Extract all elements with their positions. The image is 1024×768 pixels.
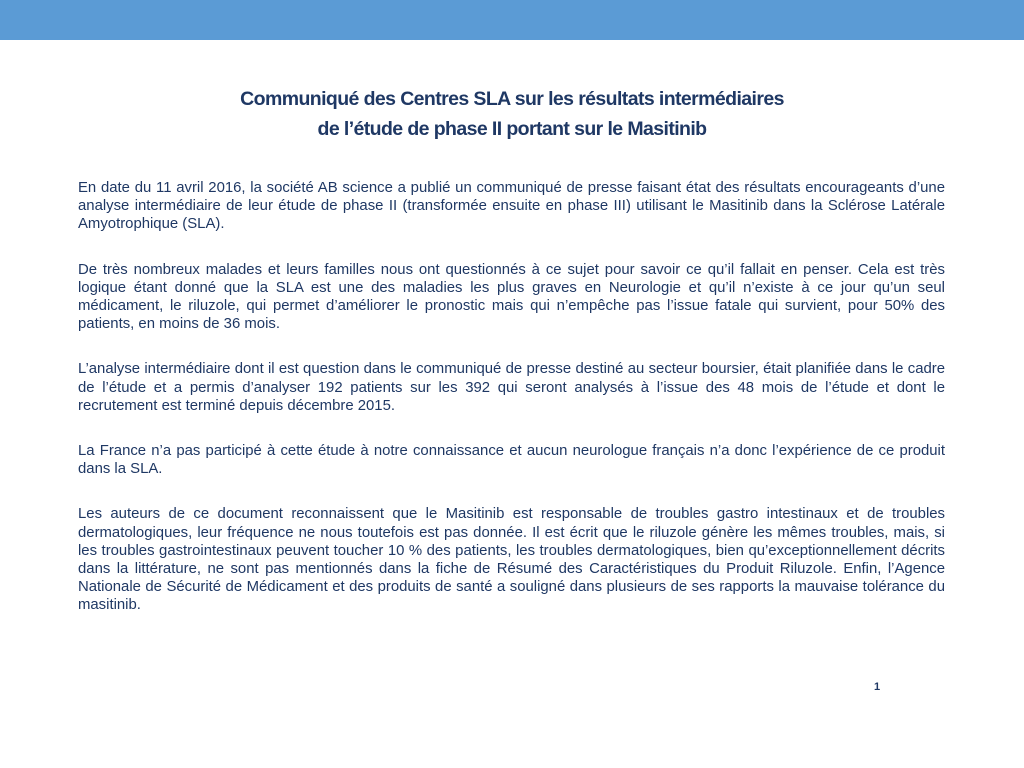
paragraph-4: La France n’a pas participé à cette étude à notre connaissance et aucun neurologue français n’a donc l’expérience de ce produit dans la SLA. xyxy=(78,443,945,478)
document-body xyxy=(78,179,945,642)
paragraph-2: De très nombreux malades et leurs familles nous ont questionnés à ce sujet pour savoir ce qu’il fallait en penser. Cela est très logique étant donné que la SLA est une des maladies les plus graves en Neurologie et qu’il n’existe à ce jour qu’un seul médicament, le riluzole, qui permet d’améliorer le pronostic mais qui n’empêche pas l’issue fatale qui survient, pour 50% des patients, en moins de 36 mois. xyxy=(78,261,945,333)
paragraph-1: En date du 11 avril 2016, la société AB science a publié un communiqué de presse faisant état des résultats encourageants d’une analyse intermédiaire de leur étude de phase II (transformée ensuite en phase III) utilisant le Masitinib dans la Sclérose Latérale Amyotrophique (SLA). xyxy=(78,180,945,233)
title-line-1: Communiqué des Centres SLA sur les résultats intermédiaires xyxy=(240,88,784,110)
paragraph-5: Les auteurs de ce document reconnaissent que le Masitinib est responsable de troubles gastro intestinaux et de troubles dermatologiques, leur fréquence ne nous toutefois est pas donnée. Il est écrit que le riluzole génère les mêmes troubles, mais, si les troubles gastrointestinaux peuvent toucher 10 % des patients, les troubles dermatologiques, bien qu’exceptionnellement décrits dans la littérature, ne sont pas mentionnés dans la fiche de Résumé des Caractéristiques du Produit Riluzole. Enfin, l’Agence Nationale de Sécurité de Médicament et des produits de santé a souligné dans plusieurs de ses rapports la mauvaise tolérance du masitinib. xyxy=(78,506,945,614)
page-number: 1 xyxy=(874,681,881,693)
title-line-2: de l’étude de phase II portant sur le Masitinib xyxy=(317,118,707,140)
document-title xyxy=(0,84,1024,144)
paragraph-3: L’analyse intermédiaire dont il est question dans le communiqué de presse destiné au secteur boursier, était planifiée dans le cadre de l’étude et a permis d’analyser 192 patients sur les 392 qui seront analysés à l’issue des 48 mois de l’étude et dont le recrutement est terminé depuis décembre 2015. xyxy=(78,361,945,414)
header-bar xyxy=(0,0,1024,40)
